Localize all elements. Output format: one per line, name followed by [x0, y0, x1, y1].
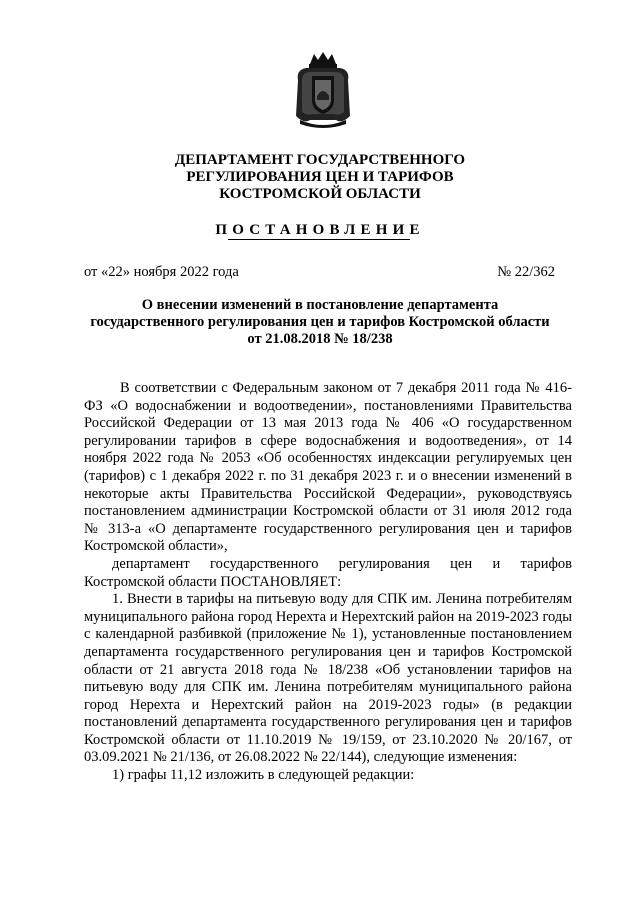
decree-title-underline	[228, 239, 410, 240]
decree-body	[84, 380, 572, 785]
body-paragraph-resolves: департамент государственного регулирования цен и тарифов Костромской области ПОСТАНОВЛЯЕТ:	[84, 555, 572, 590]
body-paragraph-subitem-1: 1) графы 11,12 изложить в следующей редакции:	[112, 767, 415, 784]
coat-of-arms-icon	[292, 50, 354, 130]
subject-line-1: О внесении изменений в постановление департамента	[141, 297, 499, 313]
subject-line-2: государственного регулирования цен и тарифов Костромской области	[90, 314, 550, 330]
body-paragraph-preamble: В соответствии с Федеральным законом от 7 декабря 2011 года № 416-ФЗ «О водоснабжении и водоотведении», постановлениями Правительства Российской Федерации от 13 мая 2013 года № 406 «О государственном регулировании тарифов в сфере водоснабжения и водоотведения», от 14 ноября 2022 года № 2053 «Об особенностях индексации регулируемых цен (тарифов) с 1 декабря 2022 г. по 31 декабря 2023 г. и о внесении изменений в некоторые акты Правительства Российской Федерации», руководствуясь постановлением администрации Костромской области от 31 июля 2012 года № 313-а «О департаменте государственного регулирования цен и тарифов Костромской области»,	[84, 380, 572, 555]
department-line-3: КОСТРОМСКОЙ ОБЛАСТИ	[219, 186, 421, 202]
decree-number: № 22/362	[497, 264, 555, 280]
decree-title: ПОСТАНОВЛЕНИЕ	[215, 222, 425, 238]
department-line-1: ДЕПАРТАМЕНТ ГОСУДАРСТВЕННОГО	[174, 152, 466, 168]
decree-subject	[70, 297, 570, 348]
department-line-2: РЕГУЛИРОВАНИЯ ЦЕН И ТАРИФОВ	[186, 169, 454, 185]
subject-line-3: от 21.08.2018 № 18/238	[247, 331, 393, 347]
department-name	[0, 152, 640, 203]
body-paragraph-item-1: 1. Внести в тарифы на питьевую воду для СПК им. Ленина потребителям муниципального района город Нерехта и Нерехтский район на 2019-2023 годы с календарной разбивкой (приложение № 1), установленные постановлением департамента государственного регулирования цен и тарифов Костромской области от 21 августа 2018 года № 18/238 «Об установлении тарифов на питьевую воду для СПК им. Ленина потребителям муниципального района город Нерехта и Нерехтский район на 2019-2023 годы» (в редакции постановлений департамента государственного регулирования цен и тарифов Костромской области от 11.10.2019 № 19/159, от 23.10.2020 № 20/167, от 03.09.2021 № 21/136, от 26.08.2022 № 22/144), следующие изменения:	[84, 591, 572, 766]
decree-date: от «22» ноября 2022 года	[84, 264, 239, 280]
